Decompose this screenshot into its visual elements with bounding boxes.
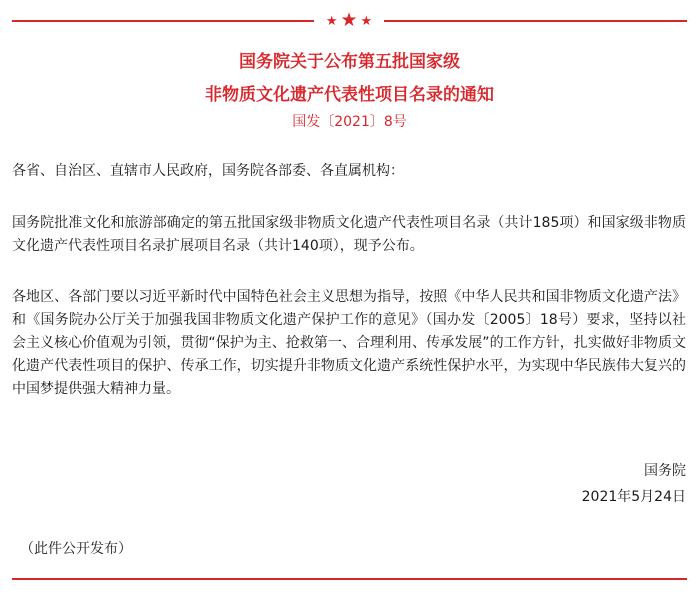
star-icon: ★ <box>340 9 358 31</box>
star-icon: ★ <box>360 14 373 29</box>
bottom-red-rule <box>12 578 687 580</box>
document-number: 国发〔2021〕8号 <box>292 114 407 130</box>
signature-date: 2021年5月24日 <box>581 489 686 505</box>
star-icon: ★ <box>325 14 338 29</box>
body-paragraph-2: 各地区、各部门要以习近平新时代中国特色社会主义思想为指导，按照《中华人民共和国非物质文化遗产法》和《国务院办公厅关于加强我国非物质文化遗产保护工作的意见》（国办发〔2005〕18号）要求，坚持以社会主义核心价值观为引领，贯彻“保护为主、抢救第一、合理利用、传承发展”的工作方针，扎实做好非物质文化遗产代表性项目的保护、传承工作，切实提升非物质文化遗产系统性保护水平，为实现中华民族伟大复兴的中国梦提供强大精神力量。 <box>12 289 686 397</box>
document-title-line-1: 国务院关于公布第五批国家级 <box>239 52 460 72</box>
document-title-line-2: 非物质文化遗产代表性项目名录的通知 <box>205 85 494 105</box>
stars-ornament <box>314 8 384 32</box>
body-paragraph-1: 国务院批准文化和旅游部确定的第五批国家级非物质文化遗产代表性项目名录（共计185项）和国家级非物质文化遗产代表性项目名录扩展项目名录（共计140项），现予公布。 <box>12 215 686 254</box>
signature-organization: 国务院 <box>644 463 686 479</box>
release-note: （此件公开发布） <box>20 541 132 557</box>
addressee: 各省、自治区、直辖市人民政府，国务院各部委、各直属机构： <box>12 163 404 179</box>
